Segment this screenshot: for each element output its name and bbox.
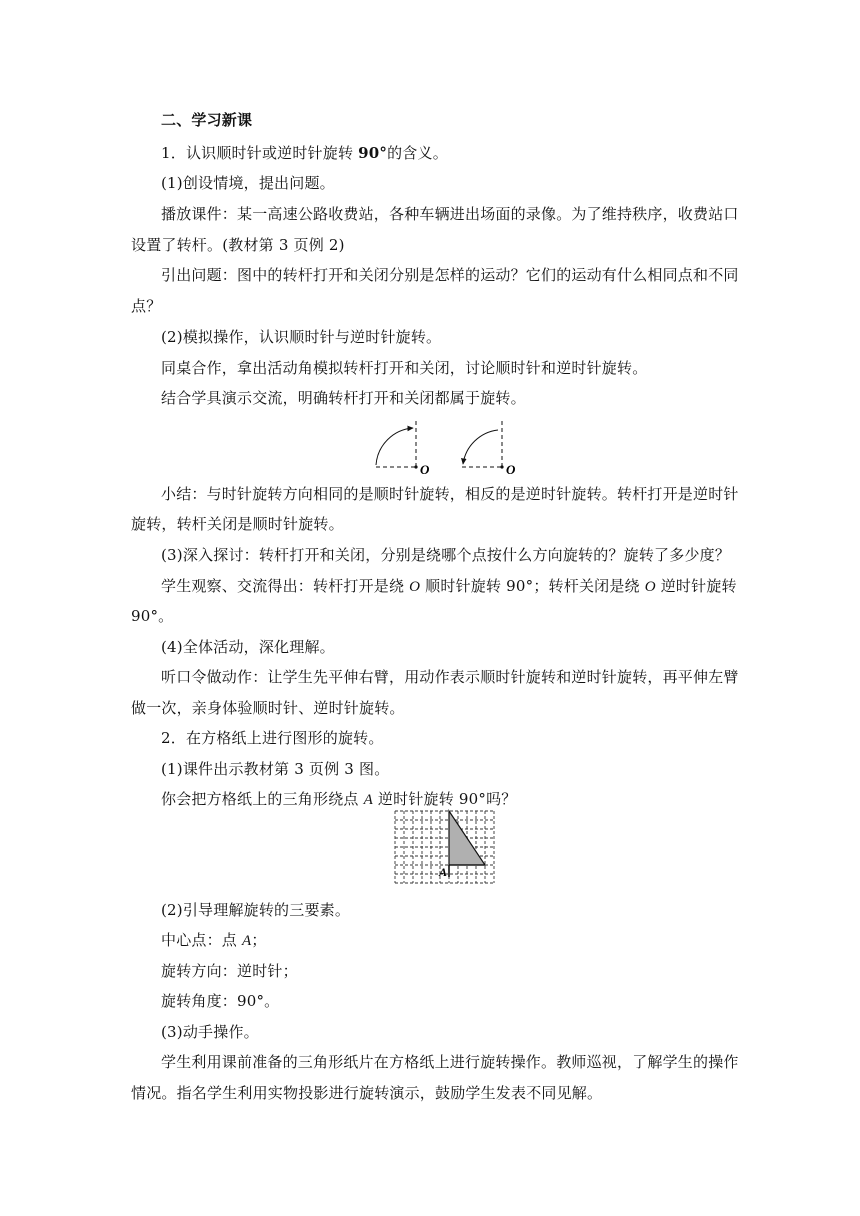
point-o: O <box>644 579 656 595</box>
paragraph <box>161 930 761 951</box>
section-heading: 二、学习新课 <box>161 111 253 129</box>
paragraph: (3)深入探讨：转杆打开和关闭，分别是绕哪个点按什么方向旋转的？旋转了多少度？ <box>161 546 731 564</box>
point-o: O <box>409 579 421 595</box>
text: 逆时针旋转 90°吗？ <box>372 790 517 808</box>
point-a: A <box>241 933 252 949</box>
center-label-a: A <box>439 865 448 879</box>
text: 你会把方格纸上的三角形绕点 <box>161 790 364 808</box>
paragraph <box>161 576 761 597</box>
counterclockwise-figure <box>462 418 516 477</box>
title-text-end: 的含义。 <box>387 144 448 162</box>
text: 逆时针旋转 <box>655 577 737 595</box>
paragraph: (1)创设情境，提出问题。 <box>161 174 335 192</box>
grid-triangle-figure <box>394 808 498 890</box>
text: 学生观察、交流得出：转杆打开是绕 <box>161 577 410 595</box>
text: 顺时针旋转 90°；转杆关闭是绕 <box>420 577 645 595</box>
rotation-arrows-figure <box>370 412 530 478</box>
point-a: A <box>363 792 373 808</box>
paragraph: 旋转角度：90°。 <box>161 992 280 1010</box>
clockwise-figure <box>376 418 430 477</box>
paragraph: 结合学具演示交流，明确转杆打开和关闭都属于旋转。 <box>161 389 526 407</box>
text: 中心点：点 <box>161 931 242 949</box>
paragraph-continued: 点？ <box>131 297 162 315</box>
shaded-triangle <box>449 811 485 865</box>
paragraph: (3)动手操作。 <box>161 1023 259 1041</box>
paragraph: (2)引导理解旋转的三要素。 <box>161 901 351 919</box>
paragraph: 同桌合作，拿出活动角模拟转杆打开和关闭，讨论顺时针和逆时针旋转。 <box>161 359 648 377</box>
paragraph-continued: 情况。指名学生利用实物投影进行旋转演示，鼓励学生发表不同见解。 <box>131 1084 603 1102</box>
paragraph-continued: 90°。 <box>131 607 174 625</box>
paragraph: 播放课件：某一高速公路收费站，各种车辆进出场面的录像。为了维持秩序，收费站口 <box>161 205 739 223</box>
paragraph: 小结：与时针旋转方向相同的是顺时针旋转，相反的是逆时针旋转。转杆打开是逆时针 <box>161 485 739 503</box>
paragraph-continued: 设置了转杆。(教材第 3 页例 2) <box>131 236 345 254</box>
paragraph: (1)课件出示教材第 3 页例 3 图。 <box>161 760 390 778</box>
center-label: O <box>420 462 430 477</box>
paragraph: (4)全体活动，深化理解。 <box>161 638 335 656</box>
paragraph: (2)模拟操作，认识顺时针与逆时针旋转。 <box>161 328 442 346</box>
title-bold: 90° <box>358 144 388 162</box>
paragraph: 听口令做动作：让学生先平伸右臂，用动作表示顺时针旋转和逆时针旋转，再平伸左臂 <box>161 668 739 686</box>
title-text: 1．认识顺时针或逆时针旋转 <box>161 144 359 162</box>
subsection-title-1 <box>161 143 761 163</box>
paragraph <box>161 789 761 810</box>
paragraph: 学生利用课前准备的三角形纸片在方格纸上进行旋转操作。教师巡视，了解学生的操作 <box>161 1053 739 1071</box>
paragraph-continued: 旋转，转杆关闭是顺时针旋转。 <box>131 515 344 533</box>
subsection-title-2: 2．在方格纸上进行图形的旋转。 <box>161 729 384 747</box>
paragraph: 旋转方向：逆时针； <box>161 962 298 980</box>
paragraph-continued: 做一次，亲身体验顺时针、逆时针旋转。 <box>131 699 405 717</box>
text: ； <box>251 931 267 949</box>
paragraph: 引出问题：图中的转杆打开和关闭分别是怎样的运动？它们的运动有什么相同点和不同 <box>161 266 739 284</box>
center-label: O <box>506 462 516 477</box>
